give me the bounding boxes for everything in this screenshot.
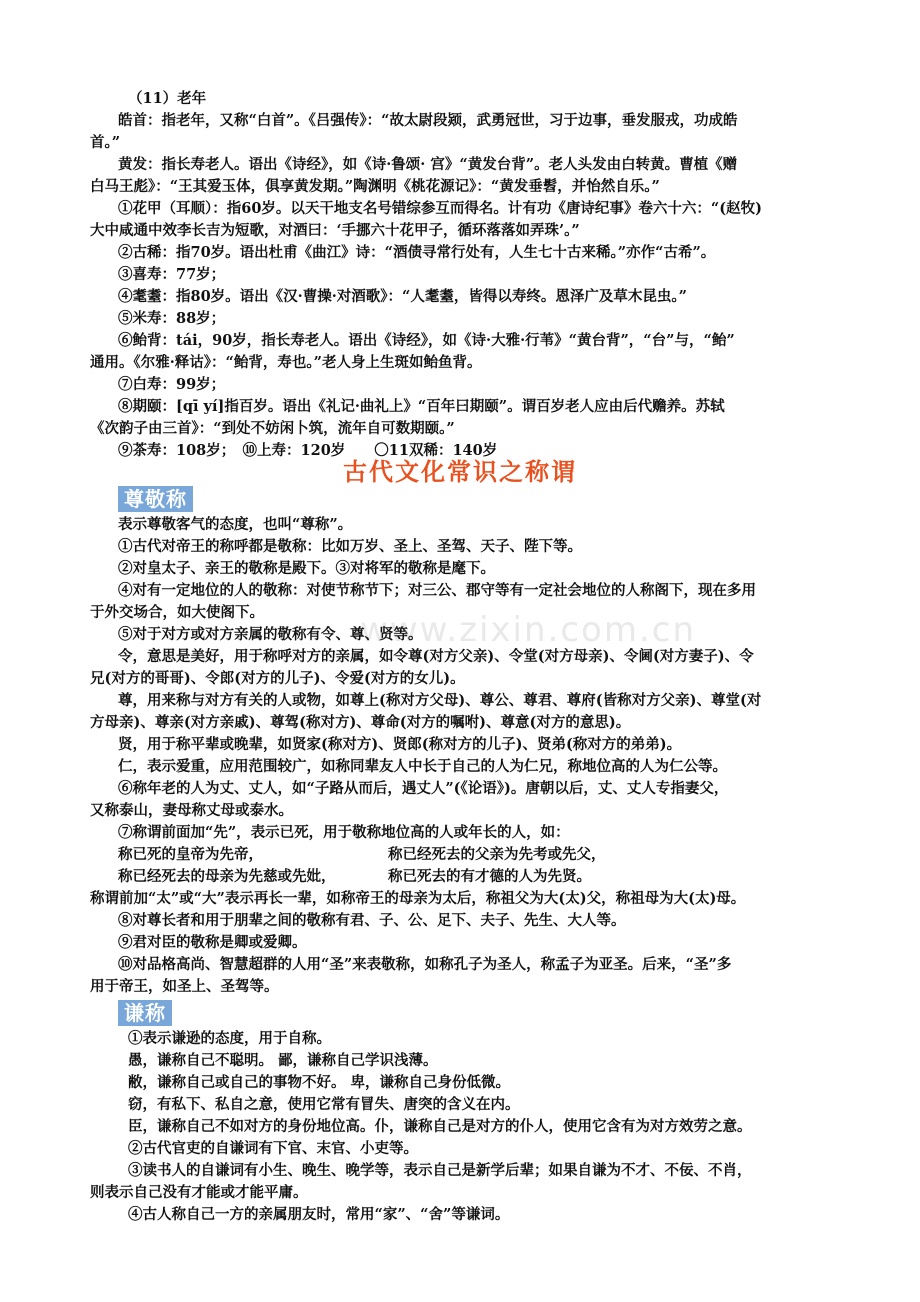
text-line: ⑨茶寿：108岁； ⑩上寿：120岁 〇11双稀：140岁 [118, 442, 498, 459]
text-line: 于外交场合，如大使阁下。 [90, 604, 264, 621]
section-label-respect: 尊敬称 [118, 486, 193, 512]
watermark: www.zixin.com.cn [360, 610, 696, 650]
text-line: ⑧期颐：[qī yí]指百岁。语出《礼记·曲礼上》“百年曰期颐”。谓百岁老人应由后代赡养。苏轼 [118, 398, 725, 415]
text-line: 大中咸通中效李长吉为短歌，对酒曰：‘手挪六十花甲子，循环落落如弄珠’。” [90, 222, 580, 239]
text-line: 仁，表示爱重，应用范围较广，如称同辈友人中长于自己的人为仁兄，称地位高的人为仁公等。 [118, 758, 727, 775]
text-line: 白马王彪》：“王其爱玉体，俱享黄发期。”陶渊明《桃花源记》：“黄发垂髫，并怡然自乐。” [90, 178, 660, 195]
text-line: 用于帝王，如圣上、圣驾等。 [90, 978, 279, 995]
text-line: 贤，用于称平辈或晚辈，如贤家(称对方)、贤郎(称对方的儿子)、贤弟(称对方的弟弟)。 [118, 736, 682, 753]
text-line: ②古稀：指70岁。语出杜甫《曲江》诗：“酒债寻常行处有，人生七十古来稀。”亦作“古希”。 [118, 244, 716, 261]
text-line: ①表示谦逊的态度，用于自称。 [128, 1030, 331, 1047]
text-line: ②对皇太子、亲王的敬称是殿下。③对将军的敬称是麾下。 [118, 560, 495, 577]
text-line: ②古代官吏的自谦词有下官、末官、小吏等。 [128, 1140, 418, 1157]
text-line: ③读书人的自谦词有小生、晚生、晚学等，表示自己是新学后辈；如果自谦为不才、不佞、不肖， [128, 1162, 752, 1179]
text-line: 表示尊敬客气的态度，也叫“尊称”。 [118, 516, 353, 533]
text-line: 又称泰山，妻母称丈母或泰水。 [90, 802, 293, 819]
text-line: ④古人称自己一方的亲属朋友时，常用“家”、“舍”等谦词。 [128, 1206, 510, 1223]
text-line: ⑥称年老的人为丈、丈人，如“子路从而后，遇丈人”(《论语》)。唐朝以后，丈、丈人专指妻父， [118, 780, 729, 797]
text-line: 尊，用来称与对方有关的人或物，如尊上(称对方父母)、尊公、尊君、尊府(皆称对方父亲)、尊堂(对 [118, 692, 762, 709]
text-line: 首。” [90, 134, 121, 151]
text-line: 兄(对方的哥哥)、令郎(对方的儿子)、令爱(对方的女儿)。 [90, 670, 465, 687]
text-line: ①花甲（耳顺）：指60岁。以天干地支名号错综参互而得名。计有功《唐诗纪事》卷六十六：“(赵牧) [118, 200, 762, 217]
text-line: 令，意思是美好，用于称呼对方的亲属，如令尊(对方父亲)、令堂(对方母亲)、令阃(对方妻子)、令 [118, 648, 754, 665]
text-line: ⑨君对臣的敬称是卿或爱卿。 [118, 934, 307, 951]
text-line: ⑤米寿：88岁； [118, 310, 226, 327]
text-line: 愚，谦称自己不聪明。 鄙，谦称自己学识浅薄。 [128, 1052, 438, 1069]
text-line: 称谓前加“太”或“大”表示再长一辈，如称帝王的母亲为太后，称祖父为大(太)父，称祖母为大(太)母。 [90, 890, 746, 907]
text-line: 黄发：指长寿老人。语出《诗经》，如《诗·鲁颂· 宫》“黄发台背”。老人头发由白转黄。曹植《赠 [118, 156, 738, 173]
text-line: ⑦白寿：99岁； [118, 376, 226, 393]
old-age-heading: （11）老年 [128, 90, 207, 107]
text-line: 称已经死去的母亲为先慈或先妣， [118, 868, 336, 885]
text-line: ④对有一定地位的人的敬称：对使节称节下；对三公、郡守等有一定社会地位的人称阁下，现在多用 [118, 582, 756, 599]
text-line: ⑩对品格高尚、智慧超群的人用“圣”来表敬称，如称孔子为圣人，称孟子为亚圣。后来，“圣”多 [118, 956, 732, 973]
text-line: ⑧对尊长者和用于朋辈之间的敬称有君、子、公、足下、夫子、先生、大人等。 [118, 912, 626, 929]
section-label-humble: 谦称 [118, 1000, 172, 1026]
text-line: 窃，有私下、私自之意，使用它常有冒失、唐突的含义在内。 [128, 1096, 520, 1113]
text-line: ①古代对帝王的称呼都是敬称：比如万岁、圣上、圣驾、天子、陛下等。 [118, 538, 582, 555]
text-line: 称已经死去的父亲为先考或先父， [388, 846, 606, 863]
text-line: 称已死去的有才德的人为先贤。 [388, 868, 591, 885]
text-line: ⑦称谓前面加“先”，表示已死，用于敬称地位高的人或年长的人，如： [118, 824, 570, 841]
text-line: ③喜寿：77岁； [118, 266, 226, 283]
text-line: 称已死的皇帝为先帝， [118, 846, 263, 863]
text-line: ⑥鲐背：tái，90岁，指长寿老人。语出《诗经》，如《诗·大雅·行苇》“黄台背”，“台”与，“鲐” [118, 332, 735, 349]
text-line: 臣，谦称自己不如对方的身份地位高。仆，谦称自己是对方的仆人，使用它含有为对方效劳之意。 [128, 1118, 752, 1135]
text-line: 皓首：指老年，又称“白首”。《吕强传》：“故太尉段颎，武勇冠世，习于边事，垂发服戎，功成皓 [118, 112, 738, 129]
text-line: 通用。《尔雅·释诂》：“鲐背，寿也。”老人身上生斑如鲐鱼背。 [90, 354, 482, 371]
text-line: 则表示自己没有才能或才能平庸。 [90, 1184, 308, 1201]
text-line: 敝，谦称自己或自己的事物不好。 卑，谦称自己身份低微。 [128, 1074, 511, 1091]
text-line: 方母亲)、尊亲(对方亲戚)、尊驾(称对方)、尊命(对方的嘱咐)、尊意(对方的意思)。 [90, 714, 631, 731]
text-line: 《次韵子由三首》：“到处不妨闲卜筑，流年自可数期颐。” [90, 420, 455, 437]
text-line: ④耄耋：指80岁。语出《汉·曹操·对酒歌》：“人耄耋，皆得以寿终。恩泽广及草木昆虫。” [118, 288, 687, 305]
page-title: 古代文化常识之称谓 [343, 457, 577, 486]
text-line: ⑤对于对方或对方亲属的敬称有令、尊、贤等。 [118, 626, 423, 643]
